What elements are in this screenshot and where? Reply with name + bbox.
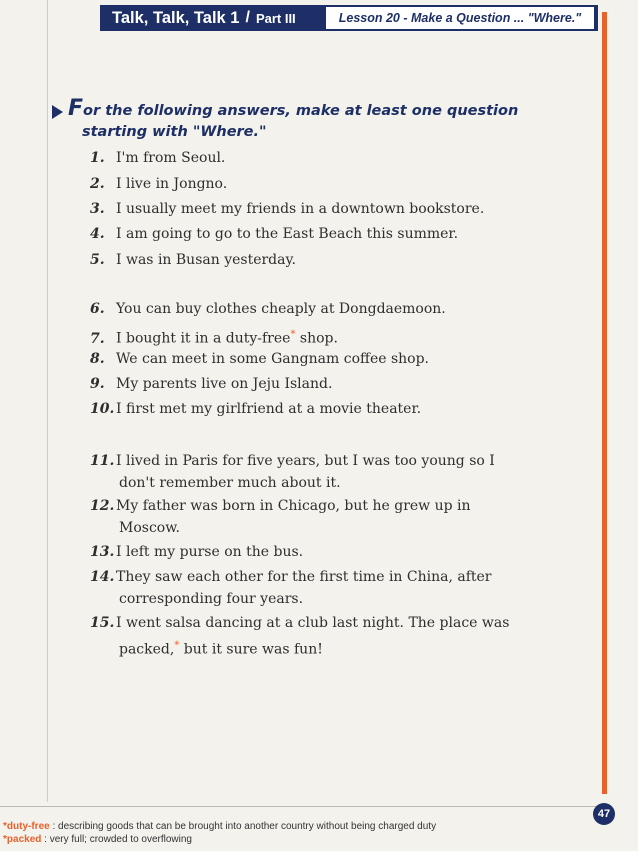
item-text-continued: packed, [119,641,175,658]
list-item [90,250,566,272]
item-number: 9. [90,376,105,392]
item-text: I lived in Paris for five years, but I was too young so I [116,453,495,469]
item-text: I bought it in a duty-free [116,330,291,347]
item-text: I was in Busan yesterday. [116,252,296,268]
footer-rule [0,806,604,807]
item-number: 15. [90,615,115,631]
item-number: 7. [90,330,105,347]
item-text: I am going to go to the East Beach this summer. [116,226,459,242]
item-text: I live in Jongno. [116,176,228,192]
item-text: I'm from Seoul. [116,150,226,166]
header-separator: / [245,9,250,26]
item-text: I first met my girlfriend at a movie theater. [116,401,422,417]
footnote-term: packed [6,834,42,845]
list-item [90,399,566,421]
item-text: My parents live on Jeju Island. [116,376,333,392]
list-item [90,324,566,350]
triangle-arrow-icon [52,105,63,119]
page-edge-bar [602,12,607,794]
footnote [3,820,563,833]
list-item [90,148,566,170]
lesson-title: Lesson 20 - Make a Question ... "Where." [326,7,594,29]
margin-line [47,0,48,802]
footnote-definition: : describing goods that can be brought into another country without being charged duty [49,821,437,832]
list-item [90,199,566,221]
list-item [90,349,566,371]
page-number: 47 [593,803,615,825]
book-title: Talk, Talk, Talk 1 [112,8,240,27]
item-text-continued: corresponding four years. [119,590,304,607]
list-item [90,299,566,321]
instruction-dropcap: F [68,96,84,121]
item-number: 5. [90,252,105,268]
item-number: 3. [90,201,105,217]
footnote-definition: : very full; crowded to overflowing [41,834,192,845]
instruction-line-2: starting with "Where." [82,124,267,140]
item-text-continued: don't remember much about it. [119,474,341,491]
list-item [90,451,566,494]
item-number: 10. [90,401,115,417]
item-text: We can meet in some Gangnam coffee shop. [116,351,430,367]
item-number: 14. [90,569,115,585]
footnote-term: duty-free [6,821,50,832]
item-number: 12. [90,498,115,514]
lesson-header [100,5,598,31]
list-item [90,374,566,396]
item-number: 8. [90,351,105,367]
item-text: They saw each other for the first time in China, after [116,569,492,585]
list-item [90,613,566,661]
footnotes [3,820,563,846]
instruction [68,98,568,143]
item-number: 2. [90,176,105,192]
list-item [90,567,566,610]
item-text: My father was born in Chicago, but he grew up in [116,498,471,514]
footnote-marker: * [3,834,7,845]
item-number: 1. [90,150,105,166]
instruction-line-1: or the following answers, make at least one question [83,103,519,119]
item-text-continued: Moscow. [119,519,180,536]
list-item [90,542,566,564]
footnote-marker: * [3,821,7,832]
item-text: You can buy clothes cheaply at Dongdaemoon. [116,301,446,317]
footnote-marker: * [290,329,296,340]
item-text: I usually meet my friends in a downtown bookstore. [116,201,485,217]
item-text: I went salsa dancing at a club last night. The place was [116,615,510,631]
item-number: 6. [90,301,105,317]
part-label: Part III [255,10,296,26]
item-number: 4. [90,226,105,242]
footnote [3,833,563,846]
footnote-marker: * [174,639,180,651]
list-item [90,224,566,246]
item-text: I left my purse on the bus. [116,544,304,560]
item-text-end: but it sure was fun! [179,641,323,658]
list-item [90,174,566,196]
list-item [90,496,566,539]
item-text-end: shop. [295,330,338,347]
item-number: 13. [90,544,115,560]
item-number: 11. [90,453,115,469]
